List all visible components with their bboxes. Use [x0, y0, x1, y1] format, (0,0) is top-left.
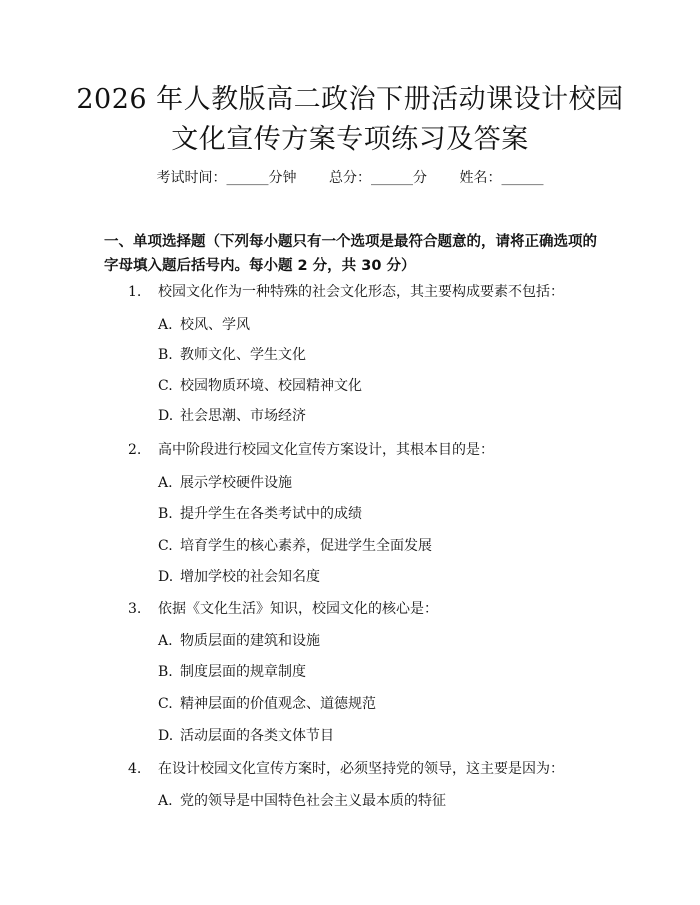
option-text: 展示学校硬件设施 [180, 475, 292, 491]
question-text: 校园文化作为一种特殊的社会文化形态，其主要构成要素不包括： [158, 284, 564, 300]
option-text: 培育学生的核心素养，促进学生全面发展 [180, 538, 432, 554]
question-number: 2. [128, 442, 142, 458]
option-text: 社会思潮、市场经济 [180, 408, 306, 424]
question-text: 高中阶段进行校园文化宣传方案设计，其根本目的是： [158, 442, 494, 458]
question-text: 依据《文化生活》知识，校园文化的核心是： [158, 601, 438, 617]
exam-time-field: 考试时间：______分钟 [156, 170, 297, 186]
option-text: 制度层面的规章制度 [180, 664, 306, 680]
option-text: 校风、学风 [180, 317, 250, 333]
option-item [158, 315, 250, 335]
total-score-field: 总分：______分 [329, 170, 427, 186]
option-text: 增加学校的社会知名度 [180, 569, 320, 585]
option-letter: A. [158, 633, 173, 649]
section-heading-single-choice: 一、单项选择题（下列每小题只有一个选项是最符合题意的，请将正确选项的字母填入题后括号内。每小题 2 分，共 30 分） [104, 234, 597, 274]
option-letter: C. [158, 378, 173, 394]
option-letter: C. [158, 538, 173, 554]
option-item [158, 791, 446, 811]
option-item [158, 536, 432, 556]
option-letter: D. [158, 408, 174, 424]
option-item [158, 504, 362, 524]
question-number: 3. [128, 601, 142, 617]
option-item [158, 631, 320, 651]
option-text: 提升学生在各类考试中的成绩 [180, 506, 362, 522]
document-title-line-1: 2026 年人教版高二政治下册活动课设计校园 [76, 84, 624, 115]
student-name-field: 姓名：______ [459, 170, 544, 186]
option-letter: B. [158, 347, 173, 363]
option-text: 物质层面的建筑和设施 [180, 633, 320, 649]
question-number: 1. [128, 284, 142, 300]
option-letter: A. [158, 793, 173, 809]
option-item [158, 406, 306, 426]
option-text: 党的领导是中国特色社会主义最本质的特征 [180, 793, 446, 809]
option-item [158, 662, 306, 682]
document-title-line-2: 文化宣传方案专项练习及答案 [171, 124, 529, 155]
option-text: 活动层面的各类文体节目 [180, 728, 334, 744]
option-letter: C. [158, 696, 173, 712]
option-letter: A. [158, 475, 173, 491]
option-letter: D. [158, 569, 174, 585]
option-item [158, 376, 362, 396]
option-item [158, 694, 376, 714]
option-text: 校园物质环境、校园精神文化 [180, 378, 362, 394]
option-letter: D. [158, 728, 174, 744]
option-letter: B. [158, 664, 173, 680]
option-letter: A. [158, 317, 173, 333]
question-text: 在设计校园文化宣传方案时，必须坚持党的领导，这主要是因为： [158, 761, 564, 777]
option-item [158, 726, 334, 746]
option-item [158, 567, 320, 587]
exam-info-line [0, 168, 700, 188]
option-item [158, 473, 292, 493]
question-number: 4. [128, 761, 142, 777]
option-text: 教师文化、学生文化 [180, 347, 306, 363]
option-letter: B. [158, 506, 173, 522]
option-text: 精神层面的价值观念、道德规范 [180, 696, 376, 712]
option-item [158, 345, 306, 365]
